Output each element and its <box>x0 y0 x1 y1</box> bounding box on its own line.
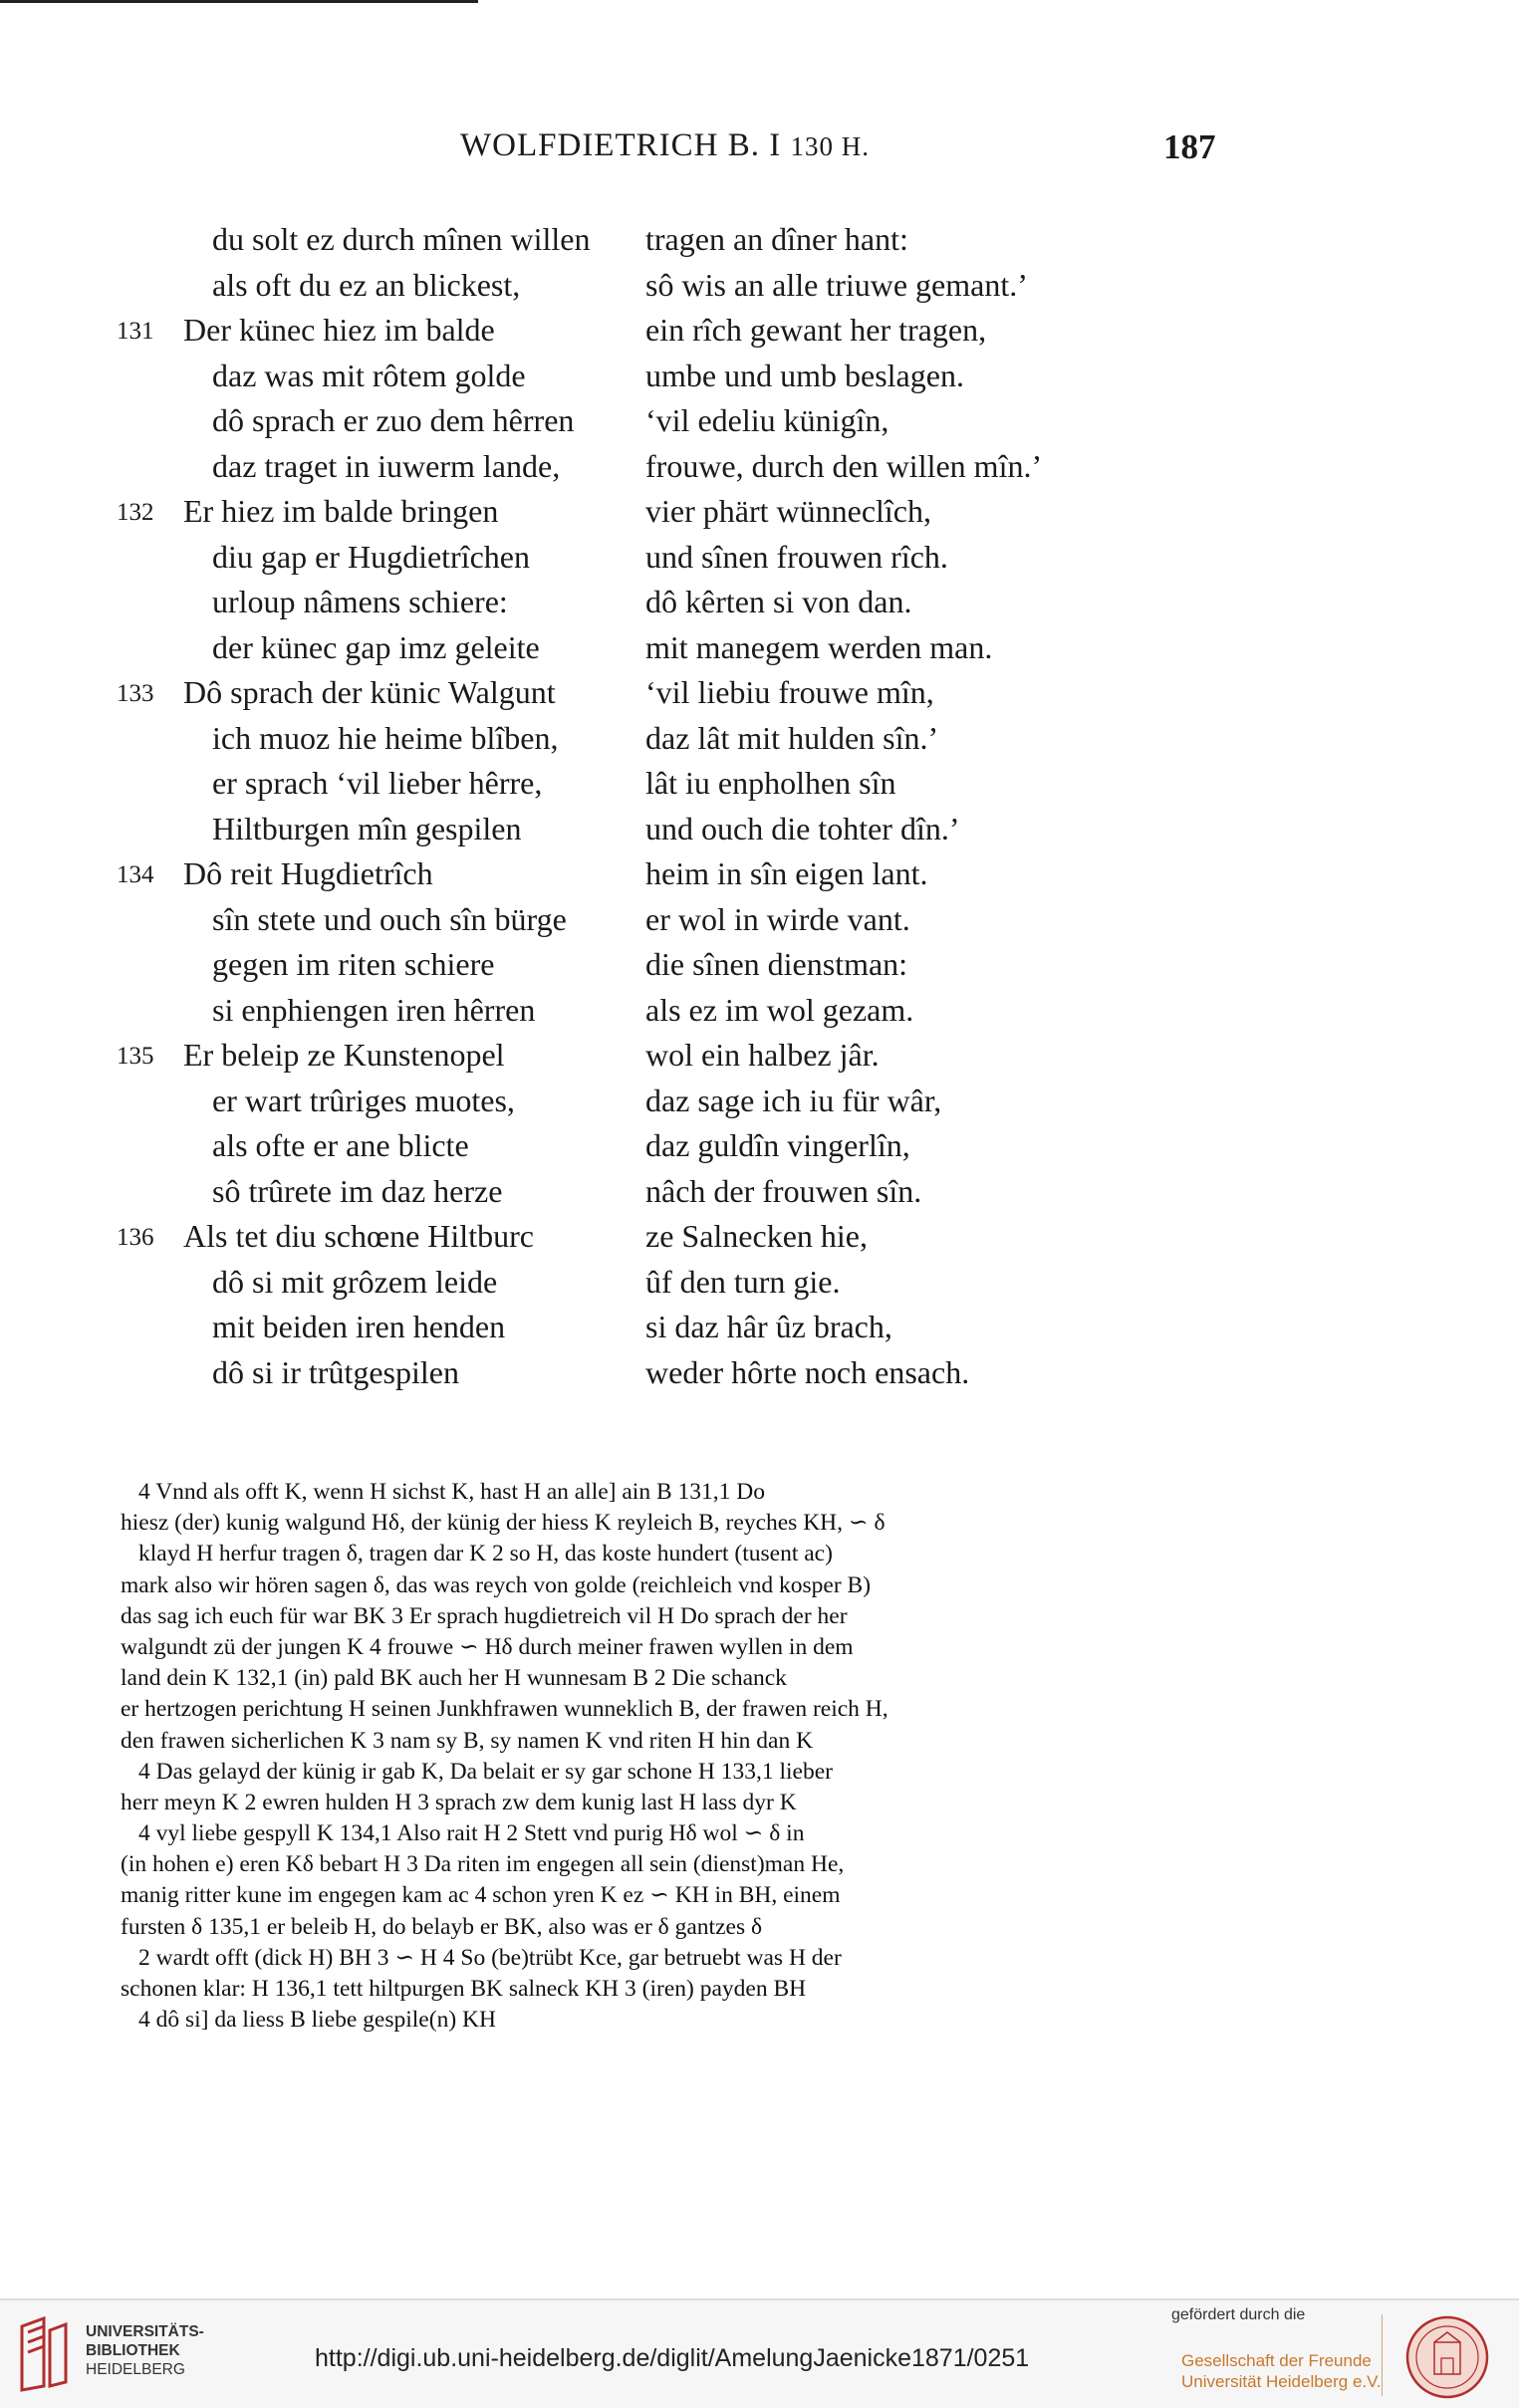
apparatus-line: hiesz (der) kunig walgund Hδ, der künig der hiess K reyleich B, reyches KH, ∽ δ <box>121 1510 886 1537</box>
apparatus-line: 2 wardt offt (dick H) BH 3 ∽ H 4 So (be)trübt Kce, gar betruebt was H der <box>138 1944 842 1971</box>
library-name <box>86 2322 204 2379</box>
apparatus-line: schonen klar: H 136,1 tett hiltpurgen BK salneck KH 3 (iren) payden BH <box>121 1976 807 2002</box>
verse-second-half: er wol in wirde vant. <box>645 900 910 937</box>
verse-second-half: wol ein halbez jâr. <box>645 1037 880 1073</box>
stanza-number: 135 <box>117 1043 154 1070</box>
verse-line <box>0 584 1519 629</box>
apparatus-line: manig ritter kune im engegen kam ac 4 schon yren K ez ∽ KH in BH, einem <box>121 1882 841 1909</box>
library-name-line2: BIBLIOTHEK <box>86 2342 180 2359</box>
verse-first-half: Dô sprach der künic Walgunt <box>183 674 556 710</box>
verse-line <box>0 358 1519 403</box>
sponsor-intro: gefördert durch die <box>1171 2306 1306 2323</box>
page-number: 187 <box>1163 127 1216 166</box>
library-name-line1: UNIVERSITÄTS- <box>86 2323 204 2340</box>
apparatus-line: er hertzogen perichtung H seinen Junkhfrawen wunneklich B, der frawen reich H, <box>121 1696 888 1723</box>
verse-first-half: Er beleip ze Kunstenopel <box>183 1037 505 1073</box>
verse-line <box>0 402 1519 448</box>
sponsor-name <box>1181 2350 1382 2392</box>
verse-line <box>0 1127 1519 1173</box>
stanza-number: 136 <box>117 1224 154 1251</box>
verse-line <box>0 1264 1519 1310</box>
verse-line <box>0 992 1519 1038</box>
scan-edge-line <box>0 0 478 3</box>
verse-line <box>0 493 1519 539</box>
verse-first-half: er sprach ‘vil lieber hêrre, <box>212 765 543 801</box>
apparatus-line: klayd H herfur tragen δ, tragen dar K 2 so H, das koste hundert (tusent ac) <box>138 1541 833 1567</box>
verse-line <box>0 765 1519 811</box>
verse-line <box>0 267 1519 313</box>
verse-first-half: sîn stete und ouch sîn bürge <box>212 900 567 937</box>
running-title-sub: 130 H. <box>790 131 870 161</box>
verse-line <box>0 855 1519 901</box>
critical-apparatus <box>121 1477 1224 2036</box>
stanza-number: 132 <box>117 499 154 526</box>
verse-line <box>0 539 1519 585</box>
stanza-number: 131 <box>117 318 154 345</box>
apparatus-line: walgundt zü der jungen K 4 frouwe ∽ Hδ durch meiner frawen wyllen in dem <box>121 1633 854 1660</box>
verse-first-half: Als tet diu schœne Hiltburc <box>183 1218 534 1254</box>
verse-second-half: als ez im wol gezam. <box>645 991 914 1028</box>
running-header <box>0 127 1519 177</box>
verse-line <box>0 1309 1519 1354</box>
verse-first-half: gegen im riten schiere <box>212 946 495 982</box>
verse-first-half: mit beiden iren henden <box>212 1309 506 1344</box>
source-url-link[interactable]: http://digi.ub.uni-heidelberg.de/diglit/AmelungJaenicke1871/0251 <box>315 2344 1030 2372</box>
university-seal-icon <box>1397 2312 1497 2402</box>
verse-first-half: Hiltburgen mîn gespilen <box>212 810 522 846</box>
apparatus-line: 4 dô si] da liess B liebe gespile(n) KH <box>138 2007 496 2034</box>
apparatus-line: fursten δ 135,1 er beleib H, do belayb er BK, also was er δ gantzes δ <box>121 1913 763 1940</box>
verse-second-half: ‘vil liebiu frouwe mîn, <box>645 674 934 710</box>
verse-line <box>0 1083 1519 1128</box>
verse-first-half: daz traget in iuwerm lande, <box>212 447 561 484</box>
apparatus-line: 4 Vnnd als offt K, wenn H sichst K, hast H an alle] ain B 131,1 Do <box>138 1479 765 1505</box>
stanza-number: 133 <box>117 680 154 707</box>
stanza-number: 134 <box>117 861 154 888</box>
verse-line <box>0 720 1519 766</box>
verse-first-half: diu gap er Hugdietrîchen <box>212 538 530 575</box>
verse-second-half: vier phärt wünneclîch, <box>645 493 931 529</box>
verse-first-half: sô trûrete im daz herze <box>212 1172 503 1209</box>
apparatus-line: das sag ich euch für war BK 3 Er sprach hugdietreich vil H Do sprach der her <box>121 1602 848 1629</box>
verse-line <box>0 946 1519 992</box>
verse-second-half: umbe und umb beslagen. <box>645 357 964 393</box>
verse-line <box>0 674 1519 720</box>
verse-second-half: die sînen dienstman: <box>645 946 908 982</box>
verse-line <box>0 811 1519 856</box>
verse-first-half: als oft du ez an blickest, <box>212 266 521 303</box>
apparatus-line: mark also wir hören sagen δ, das was reych von golde (reichleich vnd kosper B) <box>121 1571 872 1598</box>
verse-second-half: mit manegem werden man. <box>645 628 993 665</box>
library-logo-icon <box>16 2316 72 2392</box>
running-title <box>460 127 870 164</box>
verse-first-half: der künec gap imz geleite <box>212 628 540 665</box>
verse-second-half: lât iu enpholhen sîn <box>645 765 896 801</box>
verse-first-half: er wart trûriges muotes, <box>212 1082 515 1118</box>
verse-second-half: sô wis an alle triuwe gemant.’ <box>645 266 1028 303</box>
verse-second-half: ûf den turn gie. <box>645 1263 841 1300</box>
verse-line <box>0 1218 1519 1264</box>
apparatus-line: herr meyn K 2 ewren hulden H 3 sprach zw dem kunig last H lass dyr K <box>121 1789 797 1815</box>
verse-first-half: dô si mit grôzem leide <box>212 1263 498 1300</box>
verse-second-half: daz lât mit hulden sîn.’ <box>645 719 939 756</box>
library-name-line3: HEIDELBERG <box>86 2361 185 2378</box>
verse-block <box>0 221 1519 1399</box>
verse-second-half: nâch der frouwen sîn. <box>645 1172 922 1209</box>
verse-second-half: ze Salnecken hie, <box>645 1218 868 1254</box>
verse-second-half: daz guldîn vingerlîn, <box>645 1127 910 1163</box>
verse-line <box>0 1354 1519 1400</box>
verse-first-half: als ofte er ane blicte <box>212 1127 469 1163</box>
verse-first-half: Der künec hiez im balde <box>183 312 495 348</box>
apparatus-line: den frawen sicherlichen K 3 nam sy B, sy namen K vnd riten H hin dan K <box>121 1727 814 1754</box>
sponsor-divider <box>1382 2314 1383 2396</box>
verse-first-half: dô sprach er zuo dem hêrren <box>212 402 575 438</box>
sponsor-name-line1: Gesellschaft der Freunde <box>1181 2351 1372 2370</box>
verse-second-half: ‘vil edeliu künigîn, <box>645 402 889 438</box>
verse-first-half: ich muoz hie heime blîben, <box>212 719 559 756</box>
verse-second-half: und sînen frouwen rîch. <box>645 538 948 575</box>
verse-second-half: ein rîch gewant her tragen, <box>645 312 987 348</box>
verse-line <box>0 1173 1519 1219</box>
verse-line <box>0 1037 1519 1083</box>
verse-first-half: urloup nâmens schiere: <box>212 584 508 619</box>
verse-second-half: weder hôrte noch ensach. <box>645 1353 970 1390</box>
verse-second-half: tragen an dîner hant: <box>645 221 908 257</box>
verse-first-half: si enphiengen iren hêrren <box>212 991 536 1028</box>
verse-second-half: und ouch die tohter dîn.’ <box>645 810 960 846</box>
verse-line <box>0 448 1519 494</box>
verse-line <box>0 221 1519 267</box>
verse-first-half: daz was mit rôtem golde <box>212 357 526 393</box>
verse-first-half: Dô reit Hugdietrîch <box>183 855 433 891</box>
verse-line <box>0 901 1519 947</box>
verse-second-half: heim in sîn eigen lant. <box>645 855 928 891</box>
verse-second-half: frouwe, durch den willen mîn.’ <box>645 447 1043 484</box>
apparatus-line: 4 Das gelayd der künig ir gab K, Da belait er sy gar schone H 133,1 lieber <box>138 1758 833 1785</box>
sponsor-name-line2: Universität Heidelberg e.V. <box>1181 2372 1382 2391</box>
digitization-footer <box>0 2298 1519 2408</box>
apparatus-line: 4 vyl liebe gespyll K 134,1 Also rait H 2 Stett vnd purig Hδ wol ∽ δ in <box>138 1820 805 1847</box>
running-title-main: WOLFDIETRICH B. I <box>460 127 782 163</box>
apparatus-line: land dein K 132,1 (in) pald BK auch her H wunnesam B 2 Die schanck <box>121 1665 787 1692</box>
verse-second-half: dô kêrten si von dan. <box>645 584 912 619</box>
verse-first-half: Er hiez im balde bringen <box>183 493 499 529</box>
verse-second-half: daz sage ich iu für wâr, <box>645 1082 942 1118</box>
verse-first-half: dô si ir trûtgespilen <box>212 1353 459 1390</box>
verse-line <box>0 629 1519 675</box>
verse-second-half: si daz hâr ûz brach, <box>645 1309 892 1344</box>
verse-first-half: du solt ez durch mînen willen <box>212 221 591 257</box>
apparatus-line: (in hohen e) eren Kδ bebart H 3 Da riten im engegen all sein (dienst)man He, <box>121 1851 845 1878</box>
verse-line <box>0 312 1519 358</box>
